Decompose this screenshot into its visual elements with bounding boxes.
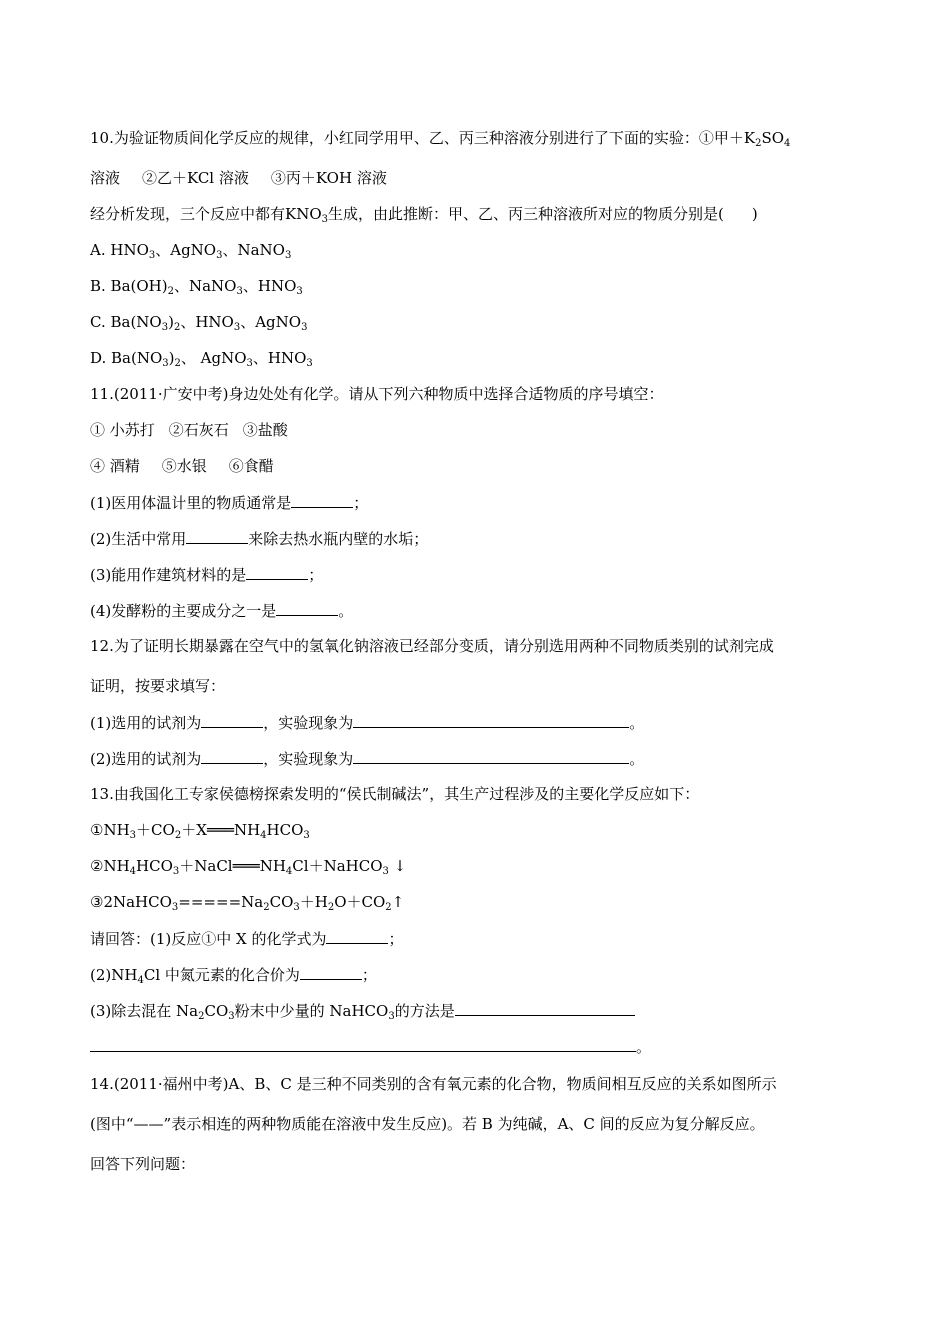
q14-line1: 14.(2011·福州中考)A、B、C 是三种不同类别的含有氧元素的化合物，物质间相互反应的关系如图所示 xyxy=(90,1075,777,1093)
q11-part1: (1)医用体温计里的物质通常是 ； xyxy=(90,494,369,512)
answer-blank[interactable] xyxy=(201,748,263,764)
q10-option-d: D. $Ba(NO_3)_2$、 AgNO$_3$、$HNO_3$ xyxy=(90,349,313,369)
q11-stem: 11.(2011·广安中考)身边处处有化学。请从下列六种物质中选择合适物质的序号填空： xyxy=(90,385,664,403)
q11-part3: (3)能用作建筑材料的是 ； xyxy=(90,566,324,584)
q14-line2: (图中“——”表示相连的两种物质能在溶液中发生反应)。若 B 为纯碱，A、C 间的反应为复分解反应。 xyxy=(90,1115,765,1133)
q10-line3: 经分析发现，三个反应中都有$KNO_3$生成，由此推断：甲、乙、丙三种溶液所对应的物质分别是( ) xyxy=(90,205,758,225)
q13-reaction2: $②NH_4HCO_3+NaCl═══NH_4Cl+NaHCO_3$ ↓ xyxy=(90,857,407,877)
q10-option-c: C. $Ba(NO_3)_2$、$HNO_3$、AgNO$_3$ xyxy=(90,313,308,333)
q12-stem-line2: 证明，按要求填写： xyxy=(90,677,226,695)
q13-reaction1: $①NH_3+CO_2+X═══NH_4HCO_3$ xyxy=(90,821,310,841)
answer-blank[interactable] xyxy=(186,528,248,544)
answer-blank[interactable] xyxy=(201,712,263,728)
answer-blank[interactable] xyxy=(326,928,388,944)
q11-part4: (4)发酵粉的主要成分之一是 。 xyxy=(90,602,354,620)
answer-blank[interactable] xyxy=(276,600,338,616)
q10-line1: 10.为验证物质间化学反应的规律，小红同学用甲、乙、丙三种溶液分别进行了下面的实验：①甲$+K_2SO_4$ xyxy=(90,129,791,149)
q11-items-row2: ④ 酒精 ⑤水银 ⑥食醋 xyxy=(90,457,274,475)
answer-blank[interactable] xyxy=(90,1036,636,1052)
q12-stem-line1: 12.为了证明长期暴露在空气中的氢氧化钠溶液已经部分变质，请分别选用两种不同物质类别的试剂完成 xyxy=(90,637,774,655)
answer-blank[interactable] xyxy=(353,748,629,764)
q13-part3-continued: 。 xyxy=(90,1036,651,1057)
q13-part2: $(2)NH_4Cl$ 中氮元素的化合价为 ； xyxy=(90,966,377,986)
q13-stem: 13.由我国化工专家侯德榜探索发明的“侯氏制碱法”，其生产过程涉及的主要化学反应如下： xyxy=(90,785,700,803)
q12-part2: (2)选用的试剂为 ，实验现象为 。 xyxy=(90,750,645,768)
q10-option-b: B. $Ba(OH)_2$、NaNO$_3$、$HNO_3$ xyxy=(90,277,303,297)
q14-line3: 回答下列问题： xyxy=(90,1155,196,1173)
answer-blank[interactable] xyxy=(300,964,362,980)
q11-items-row1: ① 小苏打 ②石灰石 ③盐酸 xyxy=(90,421,288,439)
answer-blank[interactable] xyxy=(455,1000,635,1016)
q12-part1: (1)选用的试剂为 ，实验现象为 。 xyxy=(90,714,645,732)
q11-part2: (2)生活中常用 来除去热水瓶内壁的水垢； xyxy=(90,530,429,548)
answer-blank[interactable] xyxy=(246,564,308,580)
q13-part1: 请回答：(1)反应①中 X 的化学式为 ； xyxy=(90,930,404,948)
q13-reaction3: $③2NaHCO_3=====Na_2CO_3+H_2O+CO_2↑$ xyxy=(90,893,405,913)
q10-option-a: A. $HNO_3$、AgNO$_3$、NaNO$_3$ xyxy=(90,241,292,261)
answer-blank[interactable] xyxy=(291,492,353,508)
q13-part3: (3)除去混在 $Na_2CO_3$粉末中少量的 NaHCO$_3$的方法是 xyxy=(90,1000,635,1027)
q10-line2: 溶液 ②乙＋KCl 溶液 ③丙＋KOH 溶液 xyxy=(90,169,387,187)
answer-blank[interactable] xyxy=(353,712,629,728)
